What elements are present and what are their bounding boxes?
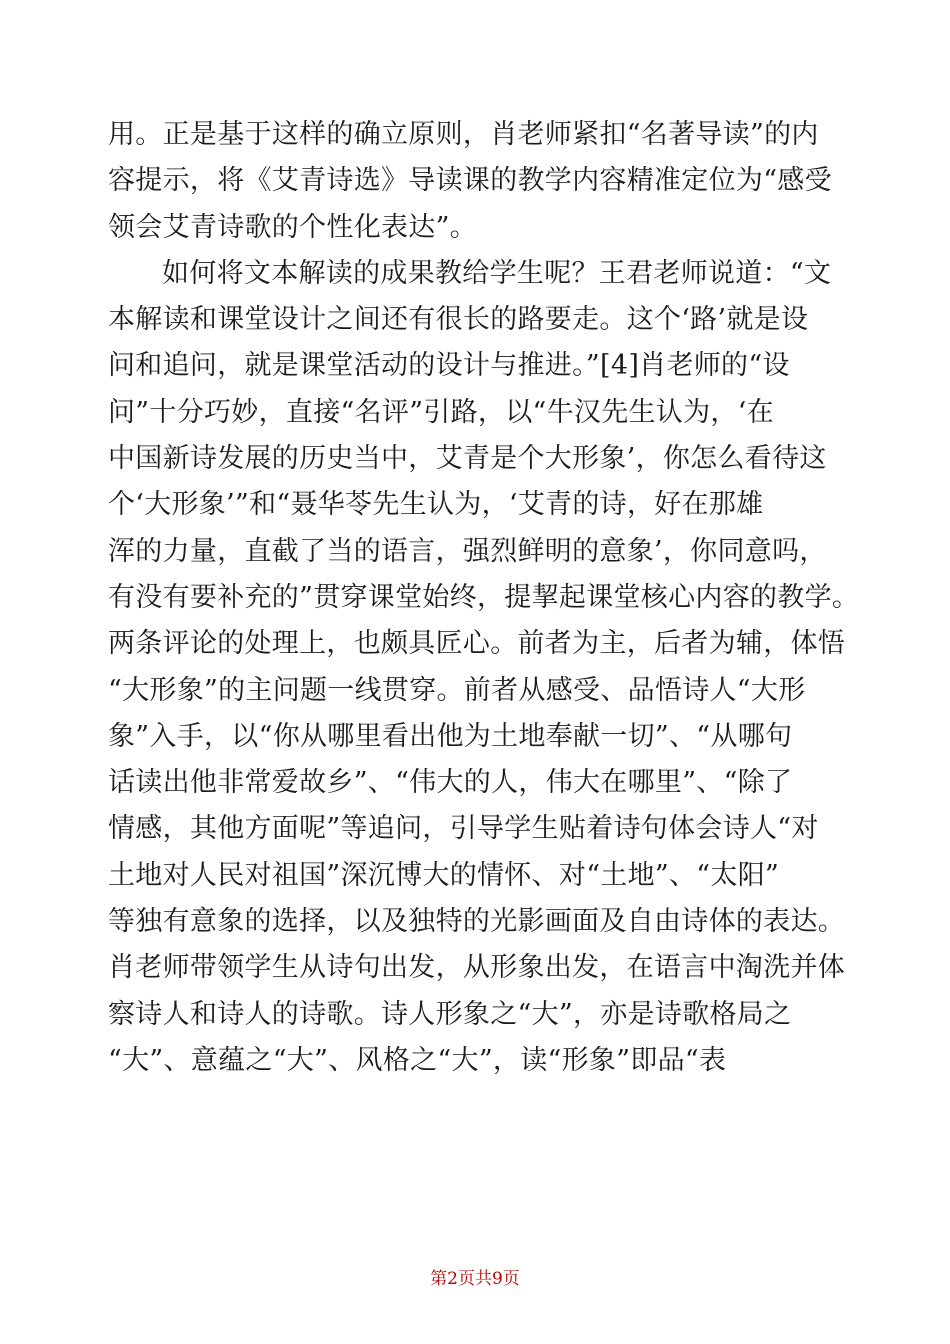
text-line: 情感，其他方面呢”等追问，引导学生贴着诗句体会诗人“对 [108,813,819,845]
text-line: 个‘大形象’”和“聂华苓先生认为，‘艾青的诗，好在那雄 [108,489,764,521]
paragraph-first-line: 如何将文本解读的成果教给学生呢？王君老师说道：“文 [162,257,832,289]
text-line: 领会艾青诗歌的个性化表达”。 [108,211,478,243]
body-text [108,112,868,1084]
text-line: 象”入手，以“你从哪里看出他为土地奉献一切”、“从哪句 [108,720,793,752]
text-line: 中国新诗发展的历史当中，艾青是个大形象’，你怎么看待这 [108,443,827,475]
text-line: “大”、意蕴之“大”、风格之“大”，读“形象”即品“表 [108,1044,727,1076]
text-line: 话读出他非常爱故乡”、“伟大的人，伟大在哪里”、“除了 [108,767,793,799]
text-line: 两条评论的处理上，也颇具匠心。前者为主，后者为辅，体悟 [108,628,846,660]
text-line: 察诗人和诗人的诗歌。诗人形象之“大”，亦是诗歌格局之 [108,998,792,1030]
text-line: 浑的力量，直截了当的语言，强烈鲜明的意象’，你同意吗， [108,535,827,567]
text-line: 等独有意象的选择，以及独特的光影画面及自由诗体的表达。 [108,906,846,938]
text-line: 问”十分巧妙，直接“名评”引路，以“牛汉先生认为，‘在 [108,396,774,428]
text-line: 土地对人民对祖国”深沉博大的情怀、对“土地”、“太阳” [108,859,780,891]
text-line: 本解读和课堂设计之间还有很长的路要走。这个‘路’就是设 [108,304,809,336]
text-line: “大形象”的主问题一线贯穿。前者从感受、品悟诗人“大形 [108,674,806,706]
text-line: 问和追问，就是课堂活动的设计与推进。”[4]肖老师的“设 [108,350,790,382]
text-line: 用。正是基于这样的确立原则，肖老师紧扣“名著导读”的内 [108,119,819,150]
text-line: 容提示，将《艾青诗选》导读课的教学内容精准定位为“感受 [108,165,832,197]
text-line: 肖老师带领学生从诗句出发，从形象出发，在语言中淘洗并体 [108,952,846,984]
text-line: 有没有要补充的”贯穿课堂始终，提挈起课堂核心内容的教学。 [108,581,860,613]
page-number-footer: 第2页共9页 [430,1269,520,1289]
